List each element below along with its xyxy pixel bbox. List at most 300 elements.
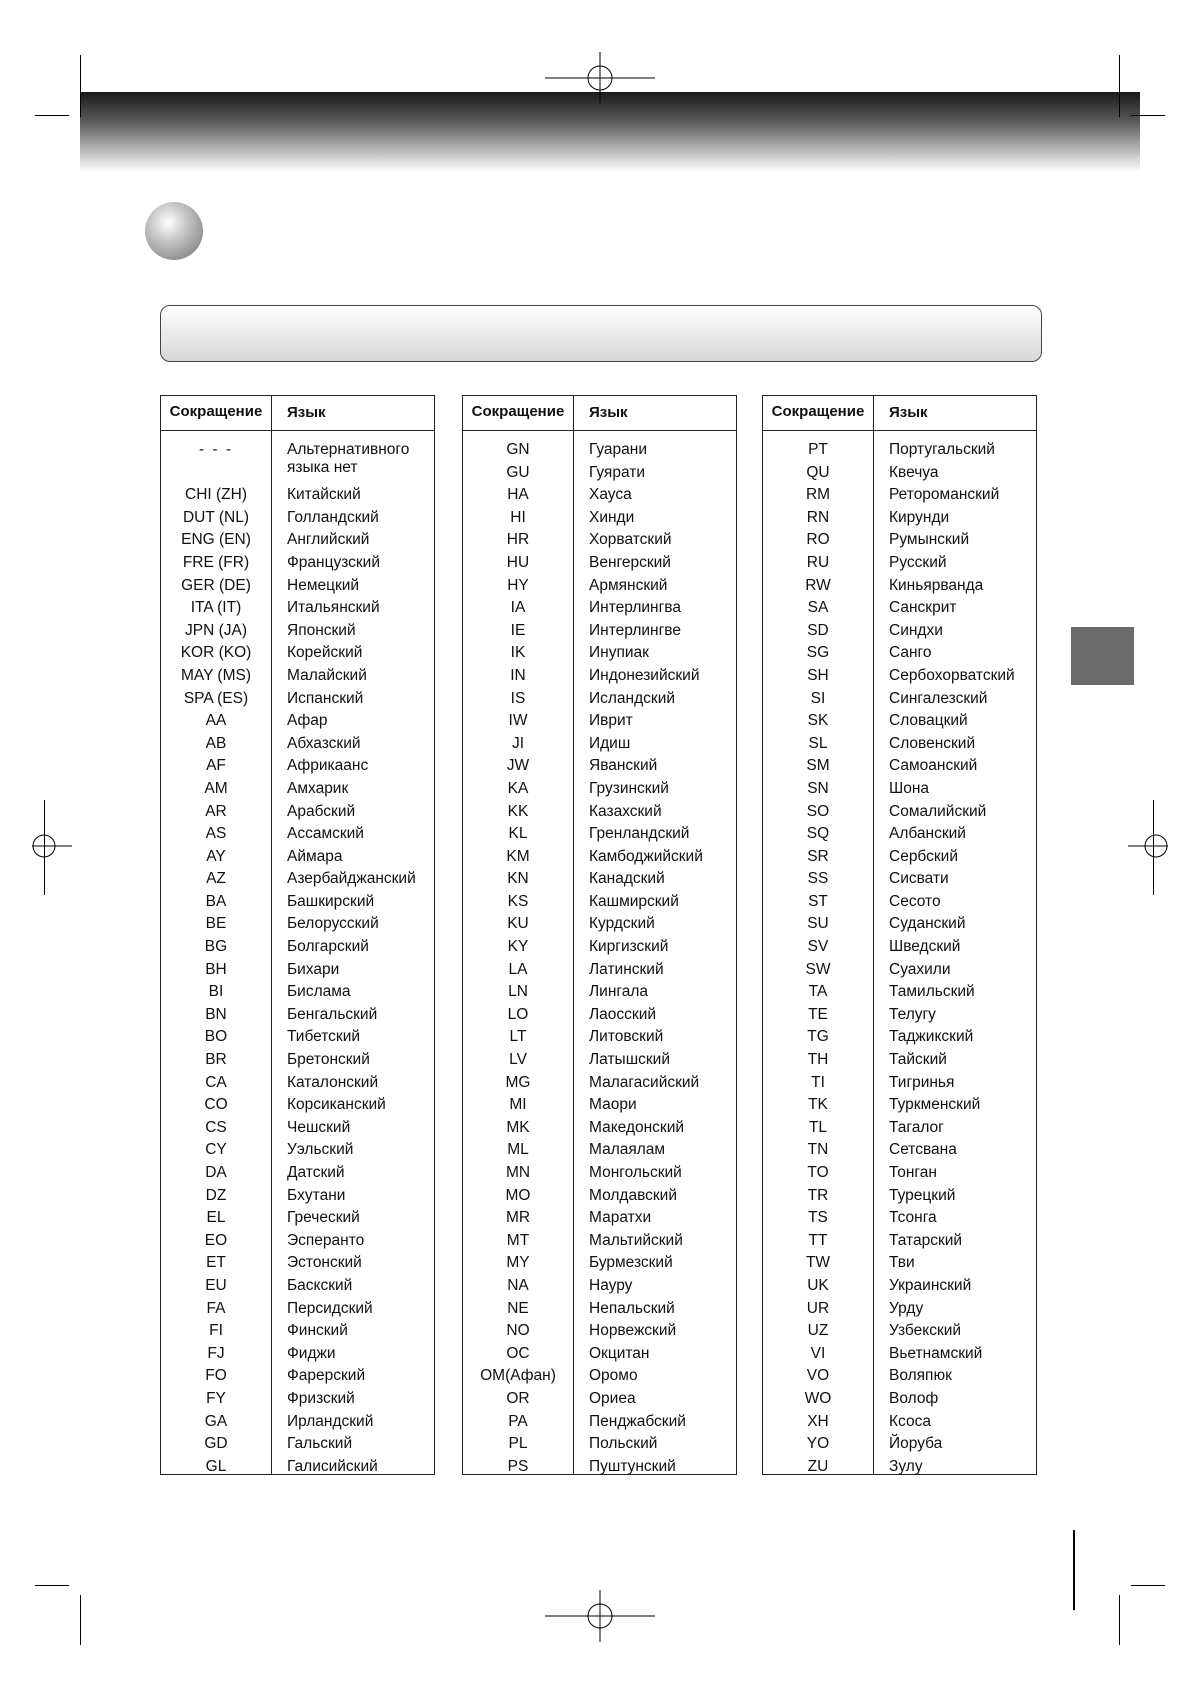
table-row <box>763 529 1036 552</box>
language-code: HA <box>507 486 529 504</box>
language-name: Португальский <box>889 441 995 458</box>
registration-mark-top <box>545 52 655 104</box>
language-name: Сингалезский <box>889 689 988 707</box>
language-code: SO <box>806 802 830 820</box>
table-row <box>763 1230 1036 1253</box>
language-name: Арабский <box>287 802 356 820</box>
language-code: TR <box>807 1186 829 1204</box>
language-code: OR <box>506 1389 530 1407</box>
language-code: PS <box>507 1457 529 1475</box>
language-name: Испанский <box>287 689 364 707</box>
language-name: Белорусский <box>287 915 379 933</box>
language-name: Словацкий <box>889 712 968 730</box>
language-name: Интерлингва <box>589 599 681 617</box>
language-name: Исландский <box>589 689 676 707</box>
language-name: Канадский <box>589 870 665 888</box>
table-row <box>463 846 736 869</box>
language-name: Албанский <box>889 825 966 843</box>
table-row <box>763 620 1036 643</box>
table-row <box>463 959 736 982</box>
table-row <box>763 823 1036 846</box>
table-row <box>463 552 736 575</box>
language-name: Финский <box>287 1322 348 1340</box>
table-row <box>161 507 434 530</box>
table-rows <box>763 439 1036 1478</box>
table-rows <box>463 439 736 1478</box>
table-row <box>463 575 736 598</box>
language-code: IS <box>510 689 526 707</box>
language-name: Суахили <box>889 960 951 978</box>
language-name: Телугу <box>889 1005 936 1023</box>
language-code: SQ <box>806 825 830 843</box>
language-name: Болгарский <box>287 938 369 956</box>
language-name: Интерлингве <box>589 621 681 639</box>
table-row <box>463 688 736 711</box>
table-row <box>463 1207 736 1230</box>
language-code: SK <box>807 712 829 730</box>
table-row <box>463 597 736 620</box>
table-row <box>161 642 434 665</box>
language-name: Датский <box>287 1164 345 1181</box>
header-language: Язык <box>589 404 628 421</box>
language-name: Пуштунский <box>589 1457 676 1475</box>
language-name: Персидский <box>287 1299 373 1317</box>
language-name: Латинский <box>589 960 664 978</box>
table-row <box>763 1252 1036 1275</box>
language-name: Индонезийский <box>589 666 700 684</box>
table-row <box>463 620 736 643</box>
language-code: SPA (ES) <box>183 689 249 707</box>
registration-mark-left <box>32 820 72 872</box>
language-name: Немецкий <box>287 576 360 594</box>
registration-mark-right <box>1128 820 1168 872</box>
language-code: TO <box>807 1164 829 1181</box>
language-code: PT <box>808 441 828 458</box>
language-code: KL <box>508 825 528 843</box>
table-header <box>161 396 434 431</box>
table-row <box>463 823 736 846</box>
language-code: AB <box>205 734 227 752</box>
language-name: Тигринья <box>889 1073 955 1091</box>
language-code: RU <box>806 553 830 571</box>
language-code: SG <box>806 644 830 662</box>
table-row <box>463 1298 736 1321</box>
language-name: Голландский <box>287 508 379 526</box>
table-row <box>161 846 434 869</box>
language-name: Камбоджийский <box>589 847 703 865</box>
language-code: CO <box>204 1096 228 1114</box>
language-name: Тонган <box>889 1164 937 1181</box>
table-row <box>161 868 434 891</box>
table-row <box>463 1275 736 1298</box>
table-row <box>463 1320 736 1343</box>
table-row <box>161 1388 434 1411</box>
language-name: Бислама <box>287 983 351 1001</box>
table-row <box>763 801 1036 824</box>
language-code: CA <box>205 1073 227 1091</box>
table-row <box>463 1162 736 1185</box>
language-table-2 <box>462 395 737 1475</box>
language-code: BE <box>205 915 227 933</box>
language-code: RN <box>806 508 830 526</box>
section-title-box <box>160 305 1042 362</box>
language-name: Гуарани <box>589 441 648 458</box>
language-name: Окцитан <box>589 1344 650 1362</box>
language-name: Амхарик <box>287 779 349 797</box>
table-row <box>463 1072 736 1095</box>
table-row <box>463 1049 736 1072</box>
language-name: Тсонга <box>889 1209 937 1227</box>
table-row <box>763 1433 1036 1456</box>
language-name: Афар <box>287 712 328 730</box>
language-code: MY <box>506 1254 530 1272</box>
language-name: Норвежский <box>589 1322 677 1340</box>
language-code: SL <box>808 734 828 752</box>
language-name: Латышский <box>589 1051 670 1069</box>
language-code: GER (DE) <box>181 576 251 594</box>
language-name: Хауса <box>589 486 632 504</box>
table-row <box>161 529 434 552</box>
language-code: OC <box>506 1344 530 1362</box>
table-row <box>161 1252 434 1275</box>
language-name: Фризский <box>287 1389 355 1407</box>
language-name: Абхазский <box>287 734 361 752</box>
language-code: PA <box>508 1412 528 1430</box>
language-code: TS <box>808 1209 828 1227</box>
language-code: FJ <box>207 1344 225 1362</box>
language-code: KA <box>507 779 529 797</box>
language-code: PL <box>508 1435 528 1453</box>
language-name: Эстонский <box>287 1254 362 1272</box>
language-name: Санго <box>889 644 932 662</box>
table-row <box>763 1094 1036 1117</box>
language-code: CHI (ZH) <box>185 486 247 504</box>
language-name: Малагасийский <box>589 1073 700 1091</box>
language-code: CS <box>205 1118 227 1136</box>
language-name: Санскрит <box>889 599 957 617</box>
language-code: IA <box>510 599 526 617</box>
language-code: AA <box>205 712 227 730</box>
language-name: Шведский <box>889 938 961 956</box>
language-code: FY <box>206 1389 226 1407</box>
language-code: KU <box>507 915 529 933</box>
language-code: FI <box>209 1322 223 1340</box>
table-row <box>161 1117 434 1140</box>
language-code: NE <box>507 1299 529 1317</box>
language-code: - - - <box>198 441 234 458</box>
language-code: SD <box>807 621 829 639</box>
language-name: Пенджабский <box>589 1412 686 1430</box>
table-row <box>161 597 434 620</box>
table-row <box>763 1388 1036 1411</box>
table-row <box>763 891 1036 914</box>
language-code: RM <box>805 486 831 504</box>
table-row <box>161 484 434 507</box>
registration-mark-bottom <box>545 1590 655 1642</box>
table-row <box>463 1433 736 1456</box>
table-row <box>161 1298 434 1321</box>
language-code: KS <box>507 892 529 910</box>
language-code: TK <box>808 1096 828 1114</box>
table-row <box>161 913 434 936</box>
language-code: LV <box>509 1051 527 1069</box>
table-row <box>161 1185 434 1208</box>
language-code: KY <box>507 938 529 956</box>
language-name: Лингала <box>589 983 648 1001</box>
language-code: BH <box>205 960 227 978</box>
language-name: Английский <box>287 531 370 549</box>
table-row <box>161 688 434 711</box>
table-row <box>463 1252 736 1275</box>
language-name: Эсперанто <box>287 1231 365 1249</box>
table-row <box>763 552 1036 575</box>
table-row <box>763 913 1036 936</box>
language-name: Итальянский <box>287 599 380 617</box>
header-language: Язык <box>287 404 326 421</box>
language-name: Ретороманский <box>889 486 1000 504</box>
table-row <box>763 1411 1036 1434</box>
language-code: IN <box>510 666 526 684</box>
language-code: UK <box>807 1276 829 1294</box>
language-code: MAY (MS) <box>180 666 252 684</box>
language-name: Гуярати <box>589 463 645 481</box>
language-name: Азербайджанский <box>287 870 416 888</box>
table-row <box>763 1456 1036 1479</box>
language-name: Инупиак <box>589 644 649 662</box>
language-name: Корсиканский <box>287 1096 386 1114</box>
language-name: Грузинский <box>589 779 669 797</box>
language-code: LN <box>508 983 528 1001</box>
header-language: Язык <box>889 404 928 421</box>
language-code: GD <box>204 1435 228 1453</box>
language-name: Башкирский <box>287 892 375 910</box>
table-header <box>763 396 1036 431</box>
language-name: Мальтийский <box>589 1231 683 1249</box>
language-name: Сетсвана <box>889 1141 957 1159</box>
language-code: SH <box>807 666 829 684</box>
table-row <box>463 642 736 665</box>
language-name: Китайский <box>287 486 361 504</box>
language-name: Йоруба <box>889 1435 943 1453</box>
language-code: IW <box>508 712 528 730</box>
table-row <box>763 1320 1036 1343</box>
language-name: Бурмезский <box>589 1254 673 1272</box>
table-row <box>161 823 434 846</box>
table-row <box>161 439 434 484</box>
language-name: Фарерский <box>287 1367 366 1385</box>
language-code: AS <box>205 825 227 843</box>
table-row <box>463 507 736 530</box>
language-name: Сербский <box>889 847 958 865</box>
language-code: LO <box>507 1005 529 1023</box>
table-row <box>161 1456 434 1479</box>
table-row <box>463 439 736 462</box>
language-name: Квечуа <box>889 463 939 481</box>
language-code: GA <box>204 1412 228 1430</box>
language-name: Малаялам <box>589 1141 666 1159</box>
language-code: QU <box>806 463 830 481</box>
language-code: EO <box>204 1231 228 1249</box>
language-code: HU <box>506 553 530 571</box>
language-code: JW <box>506 757 530 775</box>
language-code: IK <box>510 644 526 662</box>
language-code: MG <box>505 1073 531 1091</box>
table-row <box>763 597 1036 620</box>
language-name: Науру <box>589 1276 633 1294</box>
language-name: Русский <box>889 553 947 571</box>
table-row <box>763 575 1036 598</box>
language-code: TI <box>811 1073 825 1091</box>
table-row <box>763 981 1036 1004</box>
language-name: Таджикский <box>889 1028 974 1046</box>
table-row <box>161 891 434 914</box>
table-row <box>463 1026 736 1049</box>
language-code: SU <box>807 915 829 933</box>
language-code: BN <box>205 1005 227 1023</box>
language-code: SM <box>806 757 830 775</box>
language-code: SR <box>807 847 829 865</box>
language-code: TN <box>807 1141 829 1159</box>
language-name: Волоф <box>889 1389 939 1407</box>
language-code: KOR (KO) <box>180 644 252 662</box>
table-row <box>161 1411 434 1434</box>
language-name: Иврит <box>589 712 633 730</box>
table-row <box>463 1411 736 1434</box>
table-row <box>463 755 736 778</box>
language-code: TE <box>808 1005 828 1023</box>
table-row <box>463 665 736 688</box>
language-name: Синдхи <box>889 621 943 639</box>
table-row <box>763 936 1036 959</box>
table-row <box>463 913 736 936</box>
language-name: Бхутани <box>287 1186 346 1204</box>
table-row <box>463 1230 736 1253</box>
language-code: GL <box>205 1457 227 1475</box>
language-name: Ориеа <box>589 1389 636 1407</box>
language-name: Бретонский <box>287 1051 370 1069</box>
language-code: BI <box>208 983 224 1001</box>
table-row <box>463 1139 736 1162</box>
language-code: BA <box>205 892 227 910</box>
table-row <box>763 1162 1036 1185</box>
table-row <box>763 1117 1036 1140</box>
language-name: Хорватский <box>589 531 672 549</box>
language-code: SS <box>807 870 829 888</box>
language-name: Ксоса <box>889 1412 931 1430</box>
language-code: UZ <box>807 1322 829 1340</box>
language-name: Суданский <box>889 915 966 933</box>
language-name: Казахский <box>589 802 662 820</box>
language-name: Баскский <box>287 1276 353 1294</box>
language-code: HY <box>507 576 529 594</box>
language-code: RO <box>806 531 830 549</box>
language-name: Малайский <box>287 666 367 684</box>
table-row <box>463 936 736 959</box>
table-row <box>763 1026 1036 1049</box>
table-row <box>161 733 434 756</box>
table-row <box>763 959 1036 982</box>
language-name: Монгольский <box>589 1164 682 1181</box>
language-code: ET <box>206 1254 226 1272</box>
language-code: TG <box>807 1028 829 1046</box>
table-row <box>161 1275 434 1298</box>
language-code: YO <box>806 1435 830 1453</box>
table-row <box>763 846 1036 869</box>
language-name: Киньярванда <box>889 576 984 594</box>
table-row <box>763 1343 1036 1366</box>
language-name: Урду <box>889 1299 924 1317</box>
table-row <box>763 710 1036 733</box>
language-code: VI <box>810 1344 826 1362</box>
language-code: UR <box>806 1299 830 1317</box>
language-name: Лаосский <box>589 1005 657 1023</box>
table-row <box>463 710 736 733</box>
table-row <box>463 1388 736 1411</box>
table-row <box>763 1185 1036 1208</box>
language-code: HI <box>510 508 526 526</box>
language-code: SV <box>807 938 829 956</box>
table-row <box>161 1230 434 1253</box>
language-name: Французский <box>287 553 380 571</box>
language-name: Зулу <box>889 1457 923 1475</box>
language-code: MN <box>505 1164 531 1181</box>
table-row <box>161 665 434 688</box>
table-row <box>161 620 434 643</box>
language-code: FO <box>205 1367 227 1385</box>
table-row <box>763 778 1036 801</box>
table-row <box>161 1433 434 1456</box>
header-code: Сокращение <box>169 403 263 420</box>
language-name: Тагалог <box>889 1118 944 1136</box>
table-row <box>763 1139 1036 1162</box>
language-code: AM <box>204 779 228 797</box>
table-row <box>763 1004 1036 1027</box>
language-code: SN <box>807 779 829 797</box>
language-name: Самоанский <box>889 757 978 775</box>
table-row <box>763 1207 1036 1230</box>
language-name: Маори <box>589 1096 637 1114</box>
table-row <box>463 462 736 485</box>
table-row <box>463 868 736 891</box>
language-code: JI <box>511 734 525 752</box>
language-code: NO <box>506 1322 530 1340</box>
language-name: Идиш <box>589 734 631 752</box>
language-code: SI <box>810 689 826 707</box>
language-name: Греческий <box>287 1209 360 1227</box>
language-code: KN <box>507 870 529 888</box>
table-row <box>463 1343 736 1366</box>
language-name: Ассамский <box>287 825 364 843</box>
table-row <box>463 891 736 914</box>
table-row <box>463 1004 736 1027</box>
language-name: Альтернативного языка нет <box>287 441 410 476</box>
language-name: Японский <box>287 621 356 639</box>
language-name: Ирландский <box>287 1412 374 1430</box>
language-code: AR <box>205 802 227 820</box>
header-code: Сокращение <box>471 403 565 420</box>
language-code: TH <box>807 1051 829 1069</box>
language-name: Кирунди <box>889 508 950 526</box>
language-name: Молдавский <box>589 1186 677 1204</box>
language-code: VO <box>806 1367 830 1385</box>
language-code: MI <box>509 1096 527 1114</box>
language-code: NA <box>507 1276 529 1294</box>
language-name: Воляпюк <box>889 1367 952 1385</box>
table-rows <box>161 439 434 1478</box>
language-code: MK <box>506 1118 530 1136</box>
section-bullet-icon <box>145 202 203 260</box>
language-name: Чешский <box>287 1118 351 1136</box>
